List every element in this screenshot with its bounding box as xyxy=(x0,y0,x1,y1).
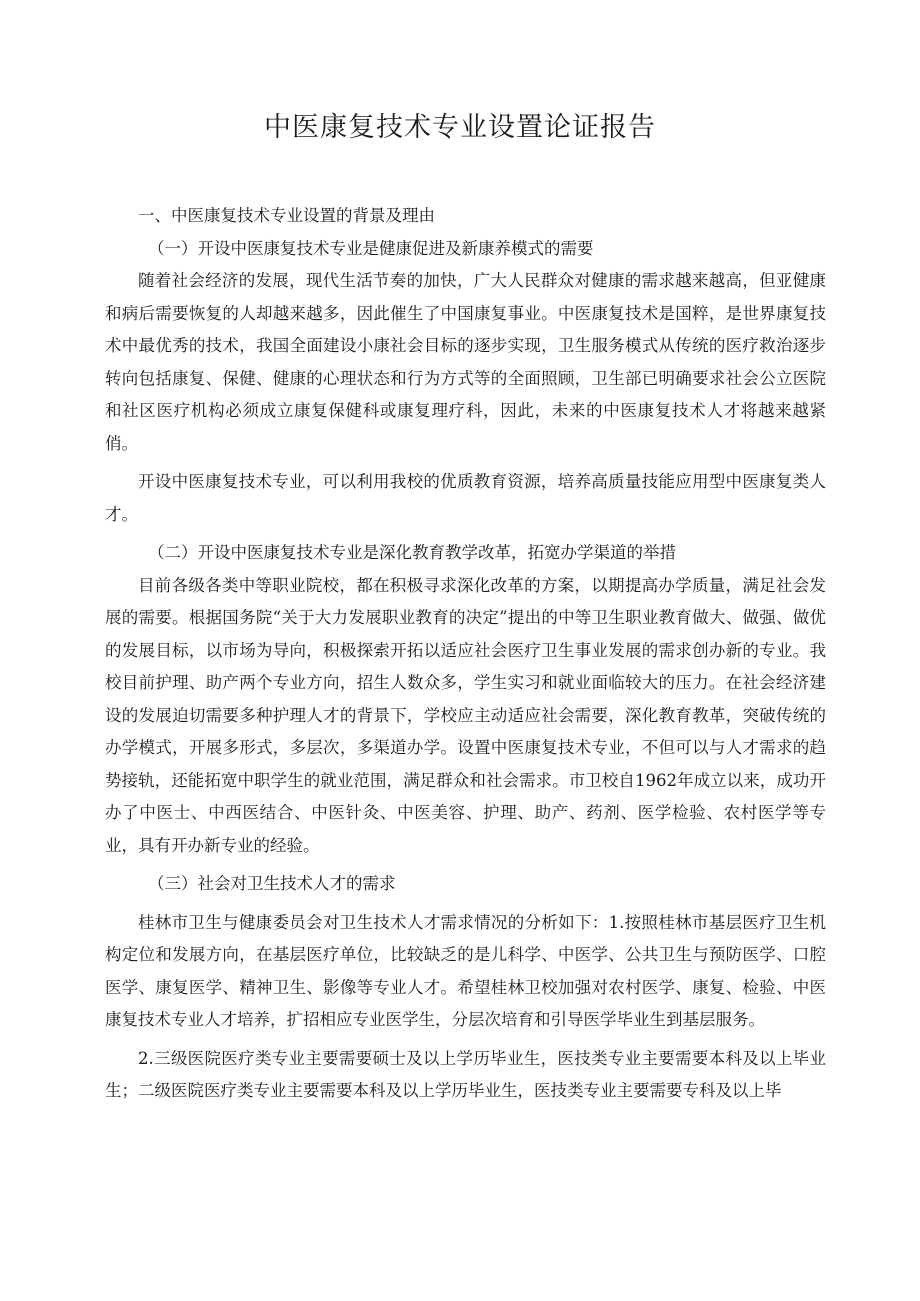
paragraph-4: 桂林市卫生与健康委员会对卫生技术人才需求情况的分析如下：1.按照桂林市基层医疗卫生机构定位和发展方向，在基层医疗单位，比较缺乏的是儿科学、中医学、公共卫生与预防医学、口腔医学、康复医学、精神卫生、影像等专业人才。希望桂林卫校加强对农村医学、康复、检验、中医康复技术专业人才培养，扩招相应专业医学生，分层次培育和引导医学毕业生到基层服务。 xyxy=(105,912,826,1029)
subsection-heading-3: （三）社会对卫生技术人才的需求 xyxy=(148,874,396,893)
section-heading-1: 一、中医康复技术专业设置的背景及理由 xyxy=(138,206,435,225)
paragraph-2: 开设中医康复技术专业，可以利用我校的优质教育资源，培养高质量技能应用型中医康复类人才。 xyxy=(105,472,826,524)
document-body xyxy=(105,200,826,1108)
paragraph-1: 随着社会经济的发展，现代生活节奏的加快，广大人民群众对健康的需求越来越高，但亚健康和病后需要恢复的人却越来越多，因此催生了中国康复事业。中医康复技术是国粹，是世界康复技术中最优秀的技术，我国全面建设小康社会目标的逐步实现，卫生服务模式从传统的医疗救治逐步转向包括康复、保健、健康的心理状态和行为方式等的全面照顾，卫生部已明确要求社会公立医院和社区医疗机构必须成立康复保健科或康复理疗科，因此，未来的中医康复技术人才将越来越紧俏。 xyxy=(105,271,826,453)
paragraph-3: 目前各级各类中等职业院校，都在积极寻求深化改革的方案，以期提高办学质量，满足社会发展的需要。根据国务院“关于大力发展职业教育的决定”提出的中等卫生职业教育做大、做强、做优的发展目标，以市场为导向，积极探索开拓以适应社会医疗卫生事业发展的需求创办新的专业。我校目前护理、助产两个专业方向，招生人数众多，学生实习和就业面临较大的压力。在社会经济建设的发展迫切需要多种护理人才的背景下，学校应主动适应社会需要，深化教育教革，突破传统的办学模式，开展多形式，多层次，多渠道办学。设置中医康复技术专业，不但可以与人才需求的趋势接轨，还能拓宽中职学生的就业范围，满足群众和社会需求。市卫校自1962年成立以来，成功开办了中医士、中西医结合、中医针灸、中医美容、护理、助产、药剂、医学检验、农村医学等专业，具有开办新专业的经验。 xyxy=(105,575,826,855)
paragraph-5: 2.三级医院医疗类专业主要需要硕士及以上学历毕业生，医技类专业主要需要本科及以上毕业生；二级医院医疗类专业主要需要本科及以上学历毕业生，医技类专业主要需要专科及以上毕 xyxy=(105,1048,826,1100)
subsection-heading-1: （一）开设中医康复技术专业是健康促进及新康养模式的需要 xyxy=(148,238,594,258)
document-title: 中医康复技术专业设置论证报告 xyxy=(264,112,656,143)
subsection-heading-2: （二）开设中医康复技术专业是深化教育教学改革，拓宽办学渠道的举措 xyxy=(148,543,676,562)
